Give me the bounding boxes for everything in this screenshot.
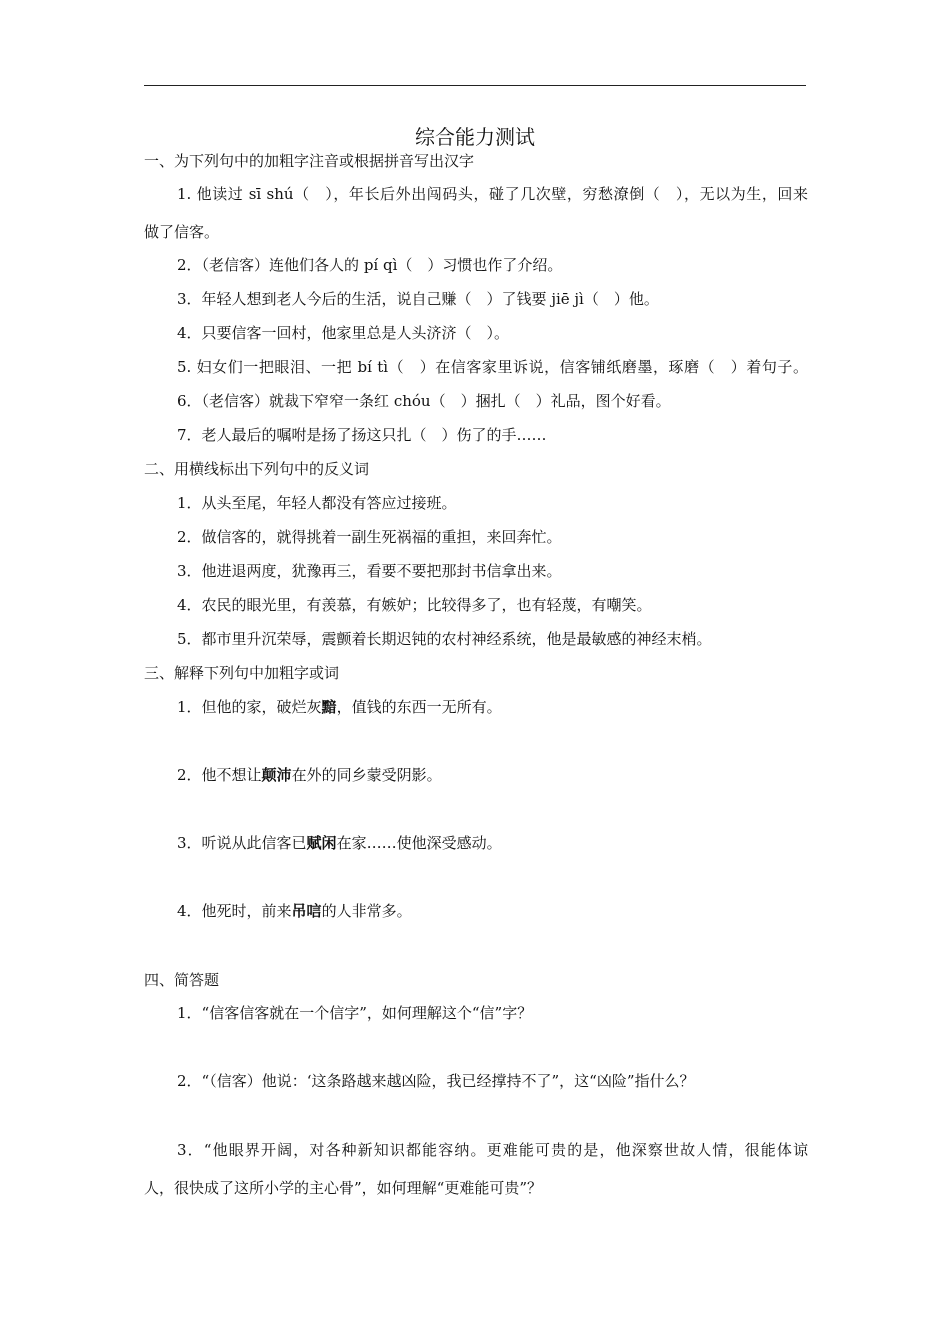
section1-heading: 一、为下列句中的加粗字注音或根据拼音写出汉字 — [144, 152, 475, 170]
s1-question-4: 4．只要信客一回村，他家里总是人头济济（ ）。 — [177, 324, 510, 342]
s3-q2-text-before: 2．他不想让 — [177, 766, 262, 784]
s4-question-2: 2．“（信客）他说：‘这条路越来越凶险，我已经撑持不了”，这“凶险”指什么？ — [177, 1072, 695, 1090]
s3-q3-text-before: 3．听说从此信客已 — [177, 834, 307, 852]
s2-question-5: 5．都市里升沉荣辱，震颤着长期迟钝的农村神经系统，他是最敏感的神经末梢。 — [177, 630, 712, 648]
s3-question-3 — [177, 833, 808, 853]
s3-question-2 — [177, 765, 808, 785]
s4-question-3-line1: 3．“他眼界开阔，对各种新知识都能容纳。更难能可贵的是，他深察世故人情，很能体谅 — [177, 1141, 808, 1159]
section2-heading: 二、用横线标出下列句中的反义词 — [144, 460, 370, 478]
s3-q4-text-before: 4．他死时，前来 — [177, 902, 292, 920]
section4-heading: 四、简答题 — [144, 971, 220, 989]
s1-question-1-line1: 1. 他读过 sī shú（ ），年长后外出闯码头，碰了几次壁，穷愁潦倒（ ），无以为生，回来 — [177, 185, 808, 203]
s3-q1-bold-word: 黯 — [321, 698, 337, 716]
s1-question-6: 6．（老信客）就裁下窄窄一条红 chóu（ ）捆扎（ ）礼品，图个好看。 — [177, 392, 671, 410]
section3-heading: 三、解释下列句中加粗字或词 — [144, 664, 340, 682]
s3-q1-text-after: ，值钱的东西一无所有。 — [336, 698, 502, 716]
s3-q2-bold-word: 颠沛 — [261, 766, 292, 784]
s1-question-7: 7．老人最后的嘱咐是扬了扬这只扎（ ）伤了的手…… — [177, 426, 547, 444]
s3-question-4 — [177, 901, 808, 921]
s2-question-3: 3．他进退两度，犹豫再三，看要不要把那封书信拿出来。 — [177, 562, 562, 580]
s2-question-4: 4．农民的眼光里，有羡慕，有嫉妒；比较得多了，也有轻蔑，有嘲笑。 — [177, 596, 652, 614]
s3-q2-text-after: 在外的同乡蒙受阴影。 — [291, 766, 442, 784]
s3-q3-text-after: 在家……使他深受感动。 — [336, 834, 502, 852]
s3-q1-text-before: 1．但他的家，破烂灰 — [177, 698, 322, 716]
s3-q4-bold-word: 吊唁 — [291, 902, 322, 920]
page-title: 综合能力测试 — [415, 125, 535, 149]
header-rule — [144, 85, 806, 86]
s3-q4-text-after: 的人非常多。 — [321, 902, 412, 920]
s1-question-5: 5. 妇女们一把眼泪、一把 bí tì（ ）在信客家里诉说，信客铺纸磨墨，琢磨（ ）着句子。 — [177, 358, 808, 376]
s1-question-3: 3．年轻人想到老人今后的生活，说自己赚（ ）了钱要 jiē jì（ ）他。 — [177, 290, 659, 308]
s4-question-1: 1．“信客信客就在一个信字”，如何理解这个“信”字？ — [177, 1004, 533, 1022]
s4-question-3-line2: 人，很快成了这所小学的主心骨”，如何理解“更难能可贵”？ — [144, 1179, 543, 1197]
s1-question-2: 2．（老信客）连他们各人的 pí qì（ ）习惯也作了介绍。 — [177, 256, 563, 274]
s2-question-2: 2．做信客的，就得挑着一副生死祸福的重担，来回奔忙。 — [177, 528, 562, 546]
s1-question-1-line2: 做了信客。 — [144, 223, 220, 241]
s2-question-1: 1．从头至尾，年轻人都没有答应过接班。 — [177, 494, 457, 512]
s3-question-1 — [177, 697, 808, 717]
s3-q3-bold-word: 赋闲 — [306, 834, 337, 852]
